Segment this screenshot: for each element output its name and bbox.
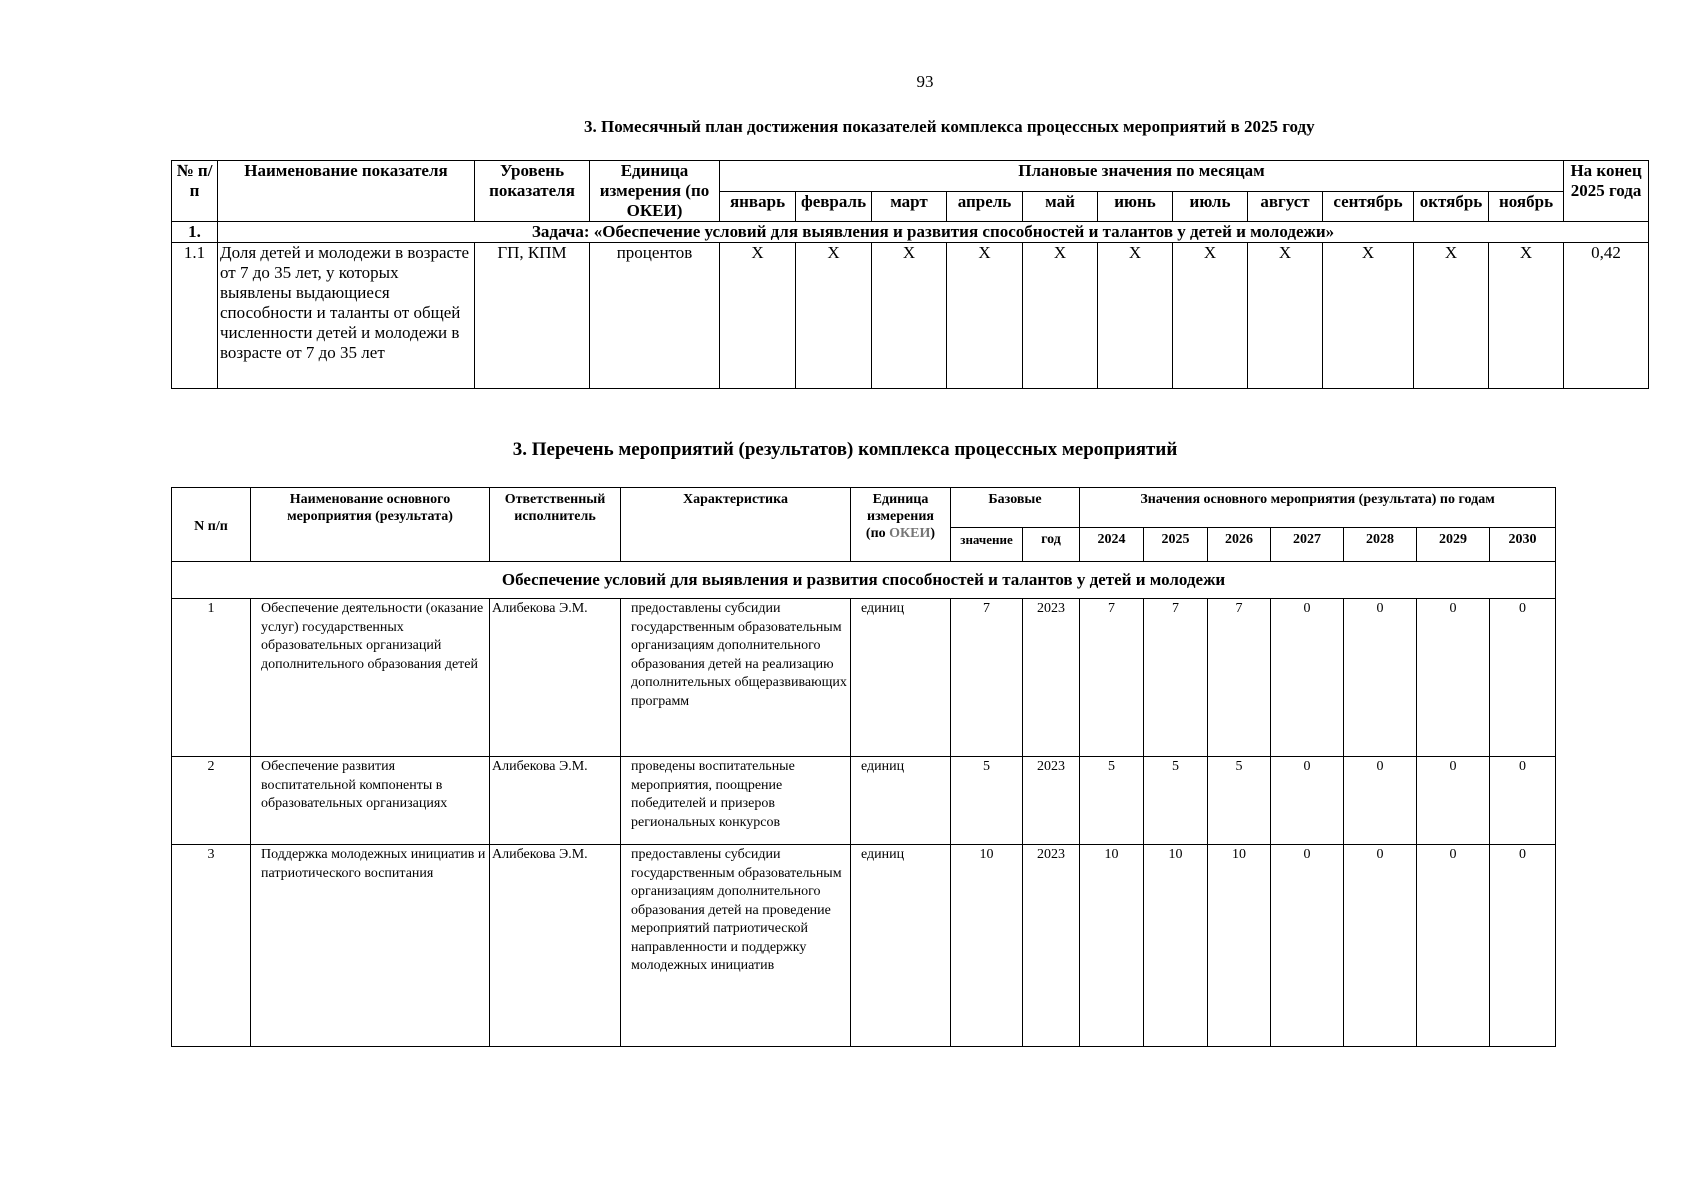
event-base-value: 7 (951, 599, 1023, 757)
event-year-value: 0 (1490, 599, 1556, 757)
event-resp: Алибекова Э.М. (490, 599, 621, 757)
plan-month-header: ноябрь (1489, 191, 1564, 222)
event-base-year: 2023 (1023, 757, 1080, 845)
plan-row-month-value: Х (796, 243, 872, 389)
event-year-value: 0 (1271, 757, 1344, 845)
events-list-title: 3. Перечень мероприятий (результатов) комплекса процессных мероприятий (512, 439, 1178, 460)
event-year-value: 7 (1080, 599, 1144, 757)
monthly-plan-table (171, 160, 1649, 389)
events-table (171, 487, 1556, 1047)
event-year-value: 0 (1344, 757, 1417, 845)
plan-row-month-value: Х (1414, 243, 1489, 389)
plan-month-header: сентябрь (1323, 191, 1414, 222)
plan-month-header: январь (720, 191, 796, 222)
event-year-value: 0 (1417, 845, 1490, 1047)
events-header-unit-okei: ОКЕИ (889, 526, 931, 541)
event-name: Обеспечение развития воспитательной компоненты в образовательных организациях (251, 757, 490, 845)
plan-row-month-value: Х (1023, 243, 1098, 389)
events-header-char: Характеристика (621, 488, 851, 562)
event-year-value: 0 (1417, 599, 1490, 757)
events-group-label: Обеспечение условий для выявления и развития способностей и талантов у детей и молодежи (172, 562, 1556, 599)
events-row (172, 599, 1556, 757)
event-year-value: 0 (1271, 845, 1344, 1047)
events-header-base-year: год (1023, 528, 1080, 562)
event-unit: единиц (851, 599, 951, 757)
plan-header-name: Наименование показателя (218, 161, 475, 222)
event-year-value: 10 (1080, 845, 1144, 1047)
event-year-value: 0 (1344, 599, 1417, 757)
plan-month-header: июль (1173, 191, 1248, 222)
plan-row-month-value: Х (1323, 243, 1414, 389)
event-base-year: 2023 (1023, 845, 1080, 1047)
plan-row-month-value: Х (947, 243, 1023, 389)
event-resp: Алибекова Э.М. (490, 757, 621, 845)
event-year-value: 7 (1144, 599, 1208, 757)
events-header-year: 2029 (1417, 528, 1490, 562)
plan-month-header: февраль (796, 191, 872, 222)
events-header-resp: Ответственный исполнитель (490, 488, 621, 562)
plan-month-header: октябрь (1414, 191, 1489, 222)
plan-month-header: апрель (947, 191, 1023, 222)
plan-row-level: ГП, КПМ (475, 243, 590, 389)
plan-row-name: Доля детей и молодежи в возрасте от 7 до 35 лет, у которых выявлены выдающиеся способности и таланты от общей численности детей и молодежи в возрасте от 7 до 35 лет (218, 243, 475, 389)
event-year-value: 10 (1144, 845, 1208, 1047)
events-group-row (172, 562, 1556, 599)
events-row (172, 845, 1556, 1047)
event-year-value: 0 (1490, 757, 1556, 845)
plan-row-month-value: Х (1489, 243, 1564, 389)
plan-row-month-value: Х (1173, 243, 1248, 389)
plan-row-month-value: Х (872, 243, 947, 389)
page-number: 93 (916, 72, 934, 91)
event-num: 1 (172, 599, 251, 757)
plan-task-row (172, 222, 1649, 243)
event-year-value: 10 (1208, 845, 1271, 1047)
plan-row-unit: процентов (590, 243, 720, 389)
plan-row-num: 1.1 (172, 243, 218, 389)
event-year-value: 7 (1208, 599, 1271, 757)
event-char: проведены воспитательные мероприятия, поощрение победителей и призеров региональных конкурсов (621, 757, 851, 845)
event-base-value: 10 (951, 845, 1023, 1047)
events-header-year: 2026 (1208, 528, 1271, 562)
plan-header-level: Уровень показателя (475, 161, 590, 222)
event-year-value: 5 (1080, 757, 1144, 845)
plan-header-planned: Плановые значения по месяцам (720, 161, 1564, 192)
plan-month-header: июнь (1098, 191, 1173, 222)
events-header-years-label: Значения основного мероприятия (результата) по годам (1080, 488, 1556, 528)
event-year-value: 5 (1144, 757, 1208, 845)
plan-header-end: На конец 2025 года (1564, 161, 1649, 222)
plan-data-row (172, 243, 1649, 389)
events-header-base: Базовые (951, 488, 1080, 528)
events-header-year: 2024 (1080, 528, 1144, 562)
event-year-value: 0 (1490, 845, 1556, 1047)
events-header-name: Наименование основного мероприятия (результата) (251, 488, 490, 562)
plan-month-header: март (872, 191, 947, 222)
plan-row-month-value: Х (720, 243, 796, 389)
event-year-value: 0 (1344, 845, 1417, 1047)
events-row (172, 757, 1556, 845)
event-char: предоставлены субсидии государственным образовательным организациям дополнительного образования детей на реализацию дополнительных общеразвивающих программ (621, 599, 851, 757)
event-year-value: 5 (1208, 757, 1271, 845)
event-base-year: 2023 (1023, 599, 1080, 757)
event-base-value: 5 (951, 757, 1023, 845)
event-year-value: 0 (1417, 757, 1490, 845)
plan-month-header: август (1248, 191, 1323, 222)
plan-task-label: Задача: «Обеспечение условий для выявления и развития способностей и талантов у детей и молодежи» (218, 222, 1649, 243)
events-header-num: N п/п (172, 488, 251, 562)
event-unit: единиц (851, 845, 951, 1047)
event-resp: Алибекова Э.М. (490, 845, 621, 1047)
event-num: 2 (172, 757, 251, 845)
event-char: предоставлены субсидии государственным образовательным организациям дополнительного образования детей на проведение мероприятий патриотической направленности и поддержку молодежных инициатив (621, 845, 851, 1047)
events-header-year: 2027 (1271, 528, 1344, 562)
events-header-row (172, 488, 1556, 528)
plan-header-unit: Единица измерения (по ОКЕИ) (590, 161, 720, 222)
events-header-year: 2025 (1144, 528, 1208, 562)
events-header-unit-okei-open: (по (865, 526, 890, 541)
plan-header-num: № п/п (172, 161, 218, 222)
monthly-plan-title: 3. Помесячный план достижения показателей комплекса процессных мероприятий в 2025 году (584, 117, 1315, 136)
plan-task-num: 1. (172, 222, 218, 243)
events-header-unit-okei-close: ) (930, 526, 936, 541)
plan-month-header: май (1023, 191, 1098, 222)
plan-row-month-value: Х (1248, 243, 1323, 389)
plan-row-month-value: Х (1098, 243, 1173, 389)
plan-row-end-value: 0,42 (1564, 243, 1649, 389)
events-header-unit-main: Единица измерения (867, 492, 934, 524)
events-header-unit (851, 488, 951, 562)
events-header-year: 2030 (1490, 528, 1556, 562)
event-name: Обеспечение деятельности (оказание услуг) государственных образовательных организаций дополнительного образования детей (251, 599, 490, 757)
events-header-base-value: значение (951, 528, 1023, 562)
event-num: 3 (172, 845, 251, 1047)
plan-header-row (172, 161, 1649, 192)
event-year-value: 0 (1271, 599, 1344, 757)
event-unit: единиц (851, 757, 951, 845)
event-name: Поддержка молодежных инициатив и патриотического воспитания (251, 845, 490, 1047)
events-header-year: 2028 (1344, 528, 1417, 562)
